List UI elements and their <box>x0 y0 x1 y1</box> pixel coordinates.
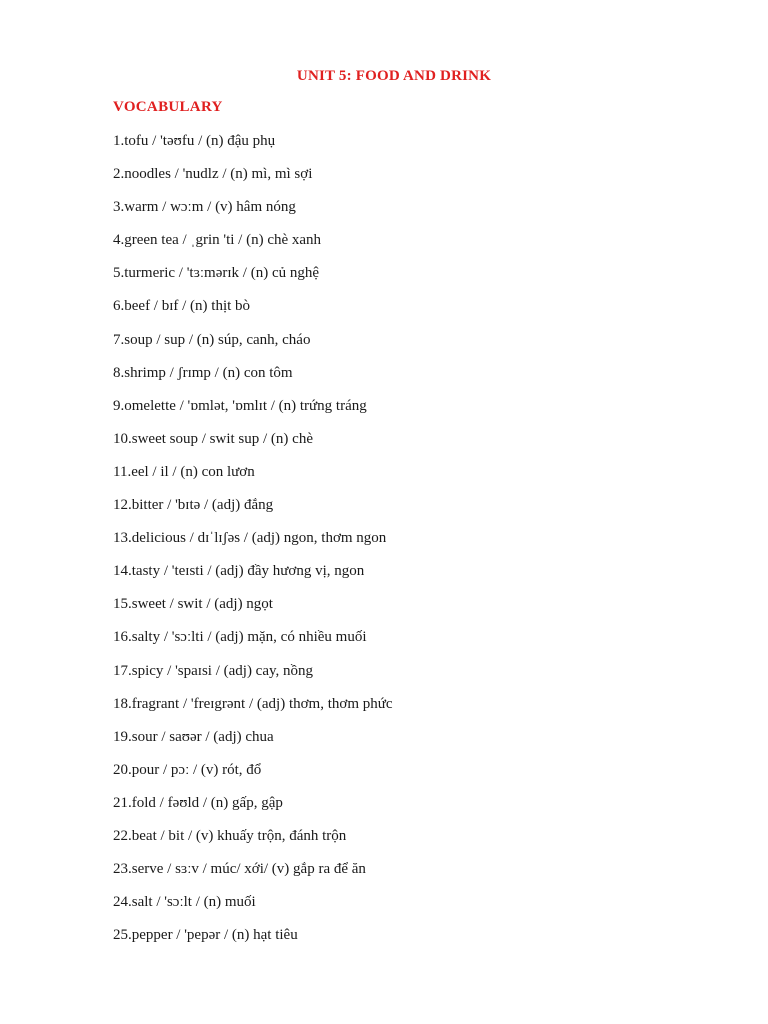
vocabulary-item: 9.omelette / 'ɒmlət, 'ɒmlɪt / (n) trứng tráng <box>113 397 367 414</box>
vocabulary-item: 22.beat / bit / (v) khuấy trộn, đánh trộn <box>113 827 347 844</box>
vocabulary-item: 1.tofu / 'təʊfu / (n) đậu phụ <box>113 133 276 149</box>
vocabulary-item: 14.tasty / 'teɪsti / (adj) đầy hương vị, ngon <box>113 563 365 580</box>
section-heading: VOCABULARY <box>113 99 223 115</box>
vocabulary-item: 2.noodles / 'nudlz / (n) mì, mì sợi <box>113 166 313 183</box>
vocabulary-item: 11.eel / il / (n) con lươn <box>113 463 255 480</box>
vocabulary-item: 4.green tea / ˌgrin 'ti / (n) chè xanh <box>113 232 322 249</box>
vocabulary-item: 7.soup / sup / (n) súp, canh, cháo <box>113 331 311 348</box>
document-title: UNIT 5: FOOD AND DRINK <box>296 68 492 84</box>
vocabulary-item: 20.pour / pɔː / (v) rót, đổ <box>113 761 262 778</box>
vocabulary-item: 13.delicious / dɪˈlɪʃəs / (adj) ngon, thơm ngon <box>113 530 387 547</box>
vocabulary-item: 21.fold / fəʊld / (n) gấp, gập <box>113 794 283 811</box>
vocabulary-item: 6.beef / bɪf / (n) thịt bò <box>113 298 251 315</box>
vocabulary-item: 17.spicy / 'spaɪsi / (adj) cay, nồng <box>113 662 314 679</box>
vocabulary-list <box>113 131 713 958</box>
vocabulary-item: 24.salt / 'sɔːlt / (n) muối <box>113 894 256 911</box>
vocabulary-item: 15.sweet / swit / (adj) ngọt <box>113 596 273 613</box>
vocabulary-item: 16.salty / 'sɔːlti / (adj) mặn, có nhiều muối <box>113 629 367 646</box>
vocabulary-item: 12.bitter / 'bɪtə / (adj) đắng <box>113 497 274 514</box>
vocabulary-item: 18.fragrant / 'freɪgrənt / (adj) thơm, thơm phức <box>113 695 393 712</box>
vocabulary-item: 23.serve / sɜːv / múc/ xới/ (v) gắp ra để ăn <box>113 861 366 878</box>
vocabulary-item: 10.sweet soup / swit sup / (n) chè <box>113 430 313 447</box>
vocabulary-item: 3.warm / wɔːm / (v) hâm nóng <box>113 199 296 216</box>
vocabulary-item: 5.turmeric / 'tɜːmərɪk / (n) củ nghệ <box>113 265 320 282</box>
vocabulary-item: 25.pepper / 'pepər / (n) hạt tiêu <box>113 927 298 944</box>
vocabulary-item: 19.sour / saʊər / (adj) chua <box>113 728 274 745</box>
vocabulary-item: 8.shrimp / ʃrɪmp / (n) con tôm <box>113 364 293 381</box>
